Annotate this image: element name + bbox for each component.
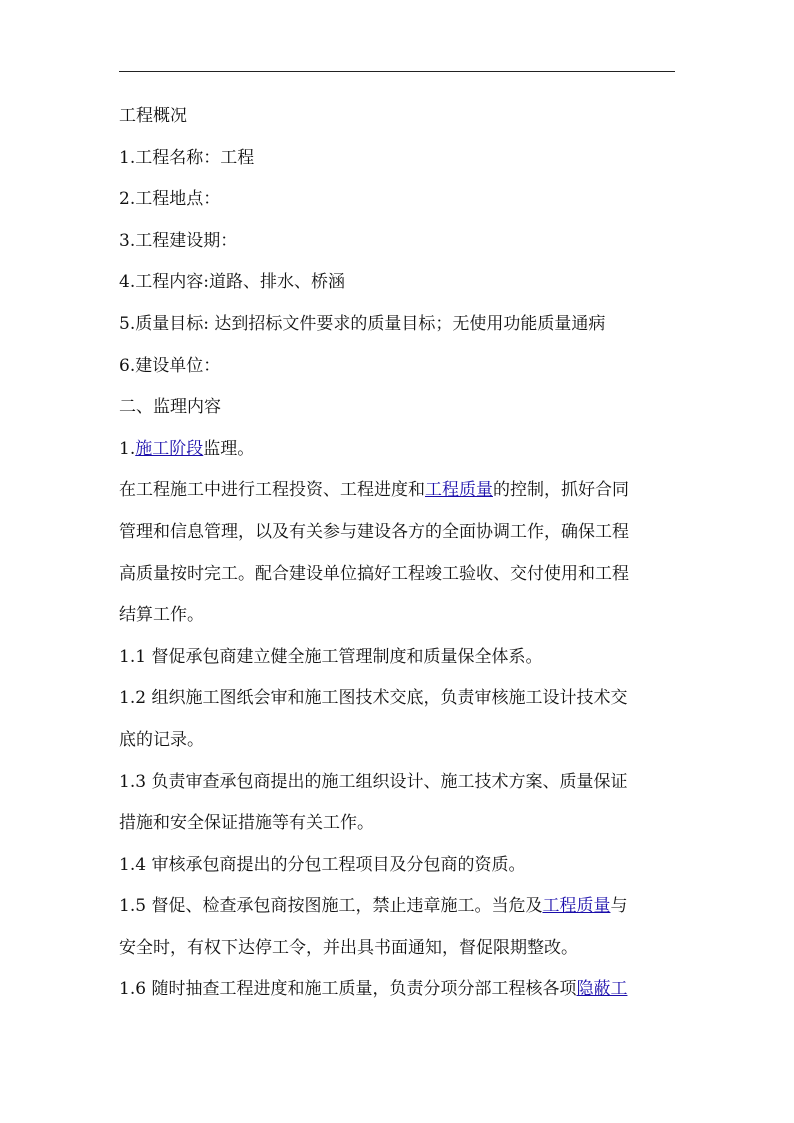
header-rule bbox=[119, 71, 675, 72]
text-line bbox=[119, 262, 675, 304]
text-line bbox=[119, 138, 675, 180]
inline-link[interactable]: 工程质量 bbox=[542, 896, 611, 917]
document-body bbox=[119, 96, 675, 1011]
text-segment: 安全时，有权下达停工令，并出具书面通知，督促限期整改。 bbox=[119, 937, 578, 958]
inline-link[interactable]: 工程质量 bbox=[425, 480, 493, 501]
text-line bbox=[119, 803, 675, 845]
inline-link[interactable]: 施工阶段 bbox=[135, 438, 204, 459]
inline-link[interactable]: 隐蔽工 bbox=[576, 979, 628, 1000]
text-line bbox=[119, 762, 675, 804]
text-line bbox=[119, 969, 675, 1011]
text-segment: 结算工作。 bbox=[119, 605, 204, 626]
text-line bbox=[119, 387, 675, 429]
text-segment: 6.建设单位： bbox=[119, 355, 221, 376]
text-line bbox=[119, 928, 675, 970]
text-segment: 与 bbox=[610, 896, 628, 917]
text-segment: 的控制，抓好合同 bbox=[493, 480, 629, 501]
text-segment: 管理和信息管理，以及有关参与建设各方的全面协调工作，确保工程 bbox=[119, 521, 629, 542]
text-segment: 措施和安全保证措施等有关工作。 bbox=[119, 813, 374, 834]
text-line bbox=[119, 595, 675, 637]
text-segment: 2.工程地点： bbox=[119, 189, 221, 210]
text-line bbox=[119, 346, 675, 388]
text-line bbox=[119, 304, 675, 346]
text-line bbox=[119, 886, 675, 928]
text-line bbox=[119, 221, 675, 263]
text-segment: 5.质量目标: 达到招标文件要求的质量目标；无使用功能质量通病 bbox=[119, 313, 606, 334]
text-segment: 高质量按时完工。配合建设单位搞好工程竣工验收、交付使用和工程 bbox=[119, 563, 629, 584]
text-line bbox=[119, 637, 675, 679]
text-line bbox=[119, 512, 675, 554]
text-segment: 底的记录。 bbox=[119, 729, 204, 750]
text-segment: 在工程施工中进行工程投资、工程进度和 bbox=[119, 480, 425, 501]
text-segment: 1.2 组织施工图纸会审和施工图技术交底，负责审核施工设计技术交 bbox=[119, 688, 628, 709]
text-line bbox=[119, 845, 675, 887]
text-line bbox=[119, 678, 675, 720]
text-segment: 1.5 督促、检查承包商按图施工，禁止违章施工。当危及 bbox=[119, 896, 543, 917]
text-line bbox=[119, 470, 675, 512]
text-segment: 1.工程名称：工程 bbox=[119, 147, 255, 168]
text-line bbox=[119, 720, 675, 762]
text-segment: 3.工程建设期： bbox=[119, 230, 238, 251]
text-segment: 1.3 负责审查承包商提出的施工组织设计、施工技术方案、质量保证 bbox=[119, 771, 628, 792]
text-line bbox=[119, 554, 675, 596]
text-segment: 1.6 随时抽查工程进度和施工质量，负责分项分部工程核各项 bbox=[119, 979, 577, 1000]
text-line bbox=[119, 179, 675, 221]
text-line bbox=[119, 96, 675, 138]
text-segment: 监理。 bbox=[203, 438, 255, 459]
text-segment: 4.工程内容:道路、排水、桥涵 bbox=[119, 272, 345, 293]
text-segment: 1.4 审核承包商提出的分包工程项目及分包商的资质。 bbox=[119, 854, 526, 875]
text-segment: 1. bbox=[119, 438, 136, 459]
text-segment: 二、监理内容 bbox=[119, 397, 221, 418]
text-segment: 工程概况 bbox=[119, 106, 187, 126]
text-line bbox=[119, 429, 675, 471]
text-segment: 1.1 督促承包商建立健全施工管理制度和质量保全体系。 bbox=[119, 646, 543, 667]
